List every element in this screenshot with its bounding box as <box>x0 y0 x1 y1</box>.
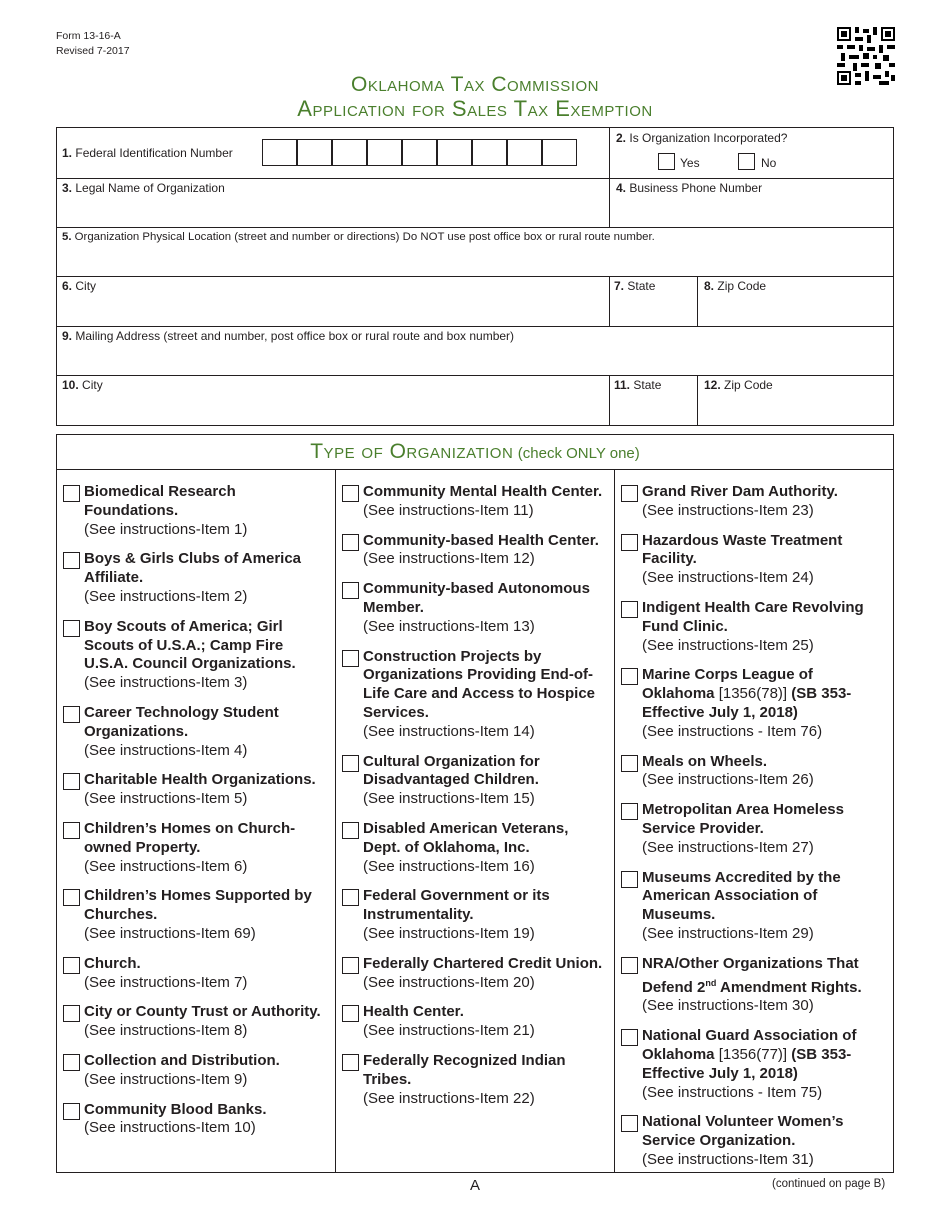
fein-digit-box[interactable] <box>332 139 367 166</box>
mailing-zip-code-field[interactable] <box>698 376 893 425</box>
org-option-church[interactable]: Church. (See instructions-Item 7) <box>57 955 331 993</box>
fein-label: 1. Federal Identification Number <box>62 146 233 160</box>
checkbox[interactable] <box>342 822 359 839</box>
org-type-column-3 <box>615 470 889 1170</box>
org-option-homeless-service-provider[interactable]: Metropolitan Area Homeless Service Provider. (See instructions-Item 27) <box>615 801 889 857</box>
org-option-boys-girls-clubs[interactable]: Boys & Girls Clubs of America Affiliate. (See instructions-Item 2) <box>57 550 331 606</box>
checkbox[interactable] <box>342 755 359 772</box>
org-option-meals-on-wheels[interactable]: Meals on Wheels. (See instructions-Item 26) <box>615 753 889 791</box>
checkbox[interactable] <box>621 1029 638 1046</box>
checkbox[interactable] <box>621 601 638 618</box>
org-option-national-guard-association[interactable]: National Guard Association of Oklahoma [1356(77)] (SB 353-Effective July 1, 2018) (See instructions - Item 75) <box>615 1027 889 1102</box>
mailing-address-label: 9. Mailing Address (street and number, post office box or rural route and box number) <box>62 329 515 343</box>
incorporated-yes-label: Yes <box>680 156 700 170</box>
checkbox[interactable] <box>342 1005 359 1022</box>
city-field[interactable] <box>57 277 609 326</box>
checkbox[interactable] <box>63 1005 80 1022</box>
org-option-community-autonomous-member[interactable]: Community-based Autonomous Member. (See instructions-Item 13) <box>336 580 608 636</box>
org-option-community-mental-health[interactable]: Community Mental Health Center. (See instructions-Item 11) <box>336 483 608 521</box>
checkbox[interactable] <box>621 485 638 502</box>
org-option-charitable-health[interactable]: Charitable Health Organizations. (See instructions-Item 5) <box>57 771 331 809</box>
org-type-column-2 <box>336 470 608 1108</box>
org-option-community-blood-banks[interactable]: Community Blood Banks. (See instructions-Item 10) <box>57 1101 331 1139</box>
org-option-credit-union[interactable]: Federally Chartered Credit Union. (See instructions-Item 20) <box>336 955 608 993</box>
zip-code-field[interactable] <box>698 277 893 326</box>
checkbox[interactable] <box>621 668 638 685</box>
org-option-marine-corps-league[interactable]: Marine Corps League of Oklahoma [1356(78)] (SB 353-Effective July 1, 2018) (See instructions - Item 76) <box>615 666 889 741</box>
state-label: 7. State <box>614 279 656 293</box>
org-option-community-health-center[interactable]: Community-based Health Center. (See instructions-Item 12) <box>336 532 608 570</box>
form-number: Form 13-16-A <box>56 30 121 42</box>
org-option-indian-tribes[interactable]: Federally Recognized Indian Tribes. (See instructions-Item 22) <box>336 1052 608 1108</box>
fein-digit-box[interactable] <box>542 139 577 166</box>
checkbox[interactable] <box>342 889 359 906</box>
checkbox[interactable] <box>621 755 638 772</box>
org-option-cultural-organization[interactable]: Cultural Organization for Disadvantaged Children. (See instructions-Item 15) <box>336 753 608 809</box>
mailing-state-field[interactable] <box>610 376 697 425</box>
org-option-city-county-trust[interactable]: City or County Trust or Authority. (See instructions-Item 8) <box>57 1003 331 1041</box>
city-label: 6. City <box>62 279 97 293</box>
physical-location-field[interactable] <box>57 228 893 276</box>
checkbox[interactable] <box>63 1103 80 1120</box>
mailing-city-field[interactable] <box>57 376 609 425</box>
checkbox[interactable] <box>63 773 80 790</box>
checkbox[interactable] <box>63 1054 80 1071</box>
checkbox[interactable] <box>342 485 359 502</box>
checkbox[interactable] <box>342 534 359 551</box>
checkbox[interactable] <box>621 534 638 551</box>
checkbox[interactable] <box>63 889 80 906</box>
incorporated-no-checkbox[interactable] <box>738 153 755 170</box>
checkbox[interactable] <box>63 552 80 569</box>
agency-title: Oklahoma Tax Commission <box>351 73 599 96</box>
incorporated-no-label: No <box>761 156 777 170</box>
fein-digit-box[interactable] <box>297 139 332 166</box>
fein-input[interactable] <box>262 139 578 166</box>
org-option-nra-second-amendment[interactable]: NRA/Other Organizations That Defend 2nd Amendment Rights. (See instructions-Item 30) <box>615 955 889 1016</box>
org-option-federal-government[interactable]: Federal Government or its Instrumentality. (See instructions-Item 19) <box>336 887 608 943</box>
org-option-indigent-health-care[interactable]: Indigent Health Care Revolving Fund Clinic. (See instructions-Item 25) <box>615 599 889 655</box>
fein-digit-box[interactable] <box>402 139 437 166</box>
checkbox[interactable] <box>342 582 359 599</box>
org-option-disabled-american-veterans[interactable]: Disabled American Veterans, Dept. of Oklahoma, Inc. (See instructions-Item 16) <box>336 820 608 876</box>
business-phone-field[interactable] <box>610 179 893 227</box>
legal-name-label: 3. Legal Name of Organization <box>62 181 225 195</box>
org-option-scouts-camp-fire[interactable]: Boy Scouts of America; Girl Scouts of U.S.A.; Camp Fire U.S.A. Council Organizations. (See instructions-Item 3) <box>57 618 331 693</box>
fein-digit-box[interactable] <box>262 139 297 166</box>
org-option-accredited-museums[interactable]: Museums Accredited by the American Association of Museums. (See instructions-Item 29) <box>615 869 889 944</box>
fein-digit-box[interactable] <box>507 139 542 166</box>
checkbox[interactable] <box>342 957 359 974</box>
org-option-volunteer-womens-service[interactable]: National Volunteer Women’s Service Organization. (See instructions-Item 31) <box>615 1113 889 1169</box>
fein-digit-box[interactable] <box>472 139 507 166</box>
org-option-grand-river-dam[interactable]: Grand River Dam Authority. (See instructions-Item 23) <box>615 483 889 521</box>
mailing-state-label: 11. State <box>614 378 662 392</box>
state-field[interactable] <box>610 277 697 326</box>
org-option-childrens-homes-supported[interactable]: Children’s Homes Supported by Churches. (See instructions-Item 69) <box>57 887 331 943</box>
physical-location-label: 5. Organization Physical Location (street and number or directions) Do NOT use post office box or rural route number. <box>62 231 655 243</box>
checkbox[interactable] <box>63 620 80 637</box>
checkbox[interactable] <box>621 871 638 888</box>
form-number-block <box>56 29 130 59</box>
checkbox[interactable] <box>342 650 359 667</box>
checkbox[interactable] <box>63 822 80 839</box>
mailing-address-field[interactable] <box>57 327 893 375</box>
checkbox[interactable] <box>63 485 80 502</box>
fein-digit-box[interactable] <box>437 139 472 166</box>
mailing-city-label: 10. City <box>62 378 103 392</box>
checkbox[interactable] <box>621 803 638 820</box>
org-option-health-center[interactable]: Health Center. (See instructions-Item 21) <box>336 1003 608 1041</box>
continued-note: (continued on page B) <box>772 1178 886 1190</box>
organization-type-heading: Type of Organization (check ONLY one) <box>310 440 640 463</box>
incorporated-yes-checkbox[interactable] <box>658 153 675 170</box>
org-option-end-of-life-construction[interactable]: Construction Projects by Organizations Providing End-of-Life Care and Access to Hospice Services. (See instructions-Item 14) <box>336 648 608 742</box>
checkbox[interactable] <box>63 957 80 974</box>
checkbox[interactable] <box>621 957 638 974</box>
revised-date: Revised 7-2017 <box>56 45 130 57</box>
mailing-zip-code-label: 12. Zip Code <box>704 378 773 392</box>
org-option-collection-distribution[interactable]: Collection and Distribution. (See instructions-Item 9) <box>57 1052 331 1090</box>
incorporated-label: 2. Is Organization Incorporated? <box>616 131 788 145</box>
page-letter: A <box>469 1177 480 1194</box>
org-option-hazardous-waste[interactable]: Hazardous Waste Treatment Facility. (See instructions-Item 24) <box>615 532 889 588</box>
checkbox[interactable] <box>342 1054 359 1071</box>
org-type-column-1 <box>57 470 331 1138</box>
fein-digit-box[interactable] <box>367 139 402 166</box>
org-option-career-technology[interactable]: Career Technology Student Organizations. (See instructions-Item 4) <box>57 704 331 760</box>
zip-code-label: 8. Zip Code <box>704 279 767 293</box>
form-title: Application for Sales Tax Exemption <box>297 96 653 121</box>
legal-name-field[interactable] <box>57 179 609 227</box>
org-option-childrens-homes-church-owned[interactable]: Children’s Homes on Church-owned Property. (See instructions-Item 6) <box>57 820 331 876</box>
org-option-biomedical-research[interactable]: Biomedical Research Foundations. (See instructions-Item 1) <box>57 483 331 539</box>
business-phone-label: 4. Business Phone Number <box>616 181 763 195</box>
checkbox[interactable] <box>63 706 80 723</box>
checkbox[interactable] <box>621 1115 638 1132</box>
